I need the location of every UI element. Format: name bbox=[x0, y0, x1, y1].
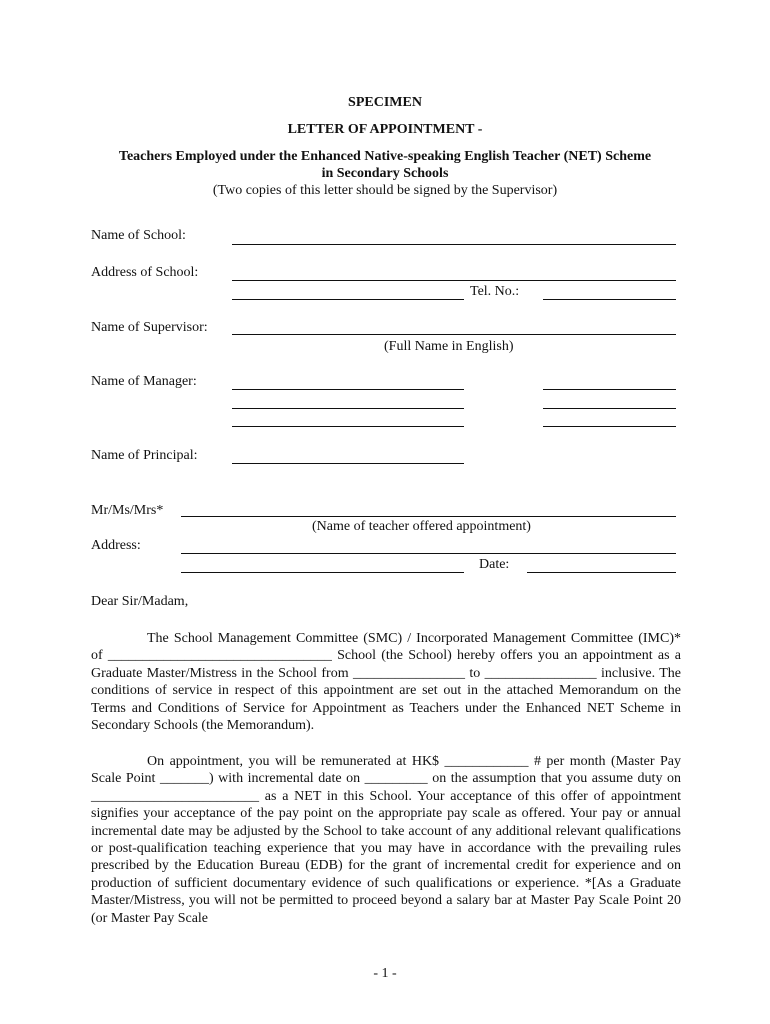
address-of-school-label: Address of School: bbox=[91, 265, 199, 280]
name-of-principal-label: Name of Principal: bbox=[91, 448, 198, 463]
page-number: - 1 - bbox=[373, 966, 397, 981]
manager-field-left-2[interactable] bbox=[232, 408, 464, 409]
date-field[interactable] bbox=[527, 572, 676, 573]
name-of-school-label: Name of School: bbox=[91, 228, 186, 243]
address-label: Address: bbox=[91, 538, 141, 553]
name-of-supervisor-label: Name of Supervisor: bbox=[91, 320, 208, 335]
address-field-1[interactable] bbox=[181, 553, 676, 554]
paragraph-remuneration bbox=[91, 753, 681, 927]
paragraph-remuneration-text: On appointment, you will be remunerated at HK$ ____________ # per month (Master Pay Scale Point _______) with incremental date on _________ on the assumption that you assume duty on ________________________ as a NET in this School. Your acceptance of this offer of appointment signifies your acceptance of the pay point on the appropriate pay scale as offered. Your pay or annual incremental date may be adjusted by the School to take account of any additional relevant qualifications or post-qualification teaching experience that you may have in accordance with the prevailing rules prescribed by the Education Bureau (EDB) for the grant of incremental credit for experience and on production of sufficient documentary evidence of such qualifications or experience. *[As a Graduate Master/Mistress, you will not be permitted to proceed beyond a salary bar at Master Pay Scale Point 20 (or Master Pay Scale bbox=[91, 754, 681, 926]
date-label: Date: bbox=[479, 557, 510, 572]
manager-field-right-3[interactable] bbox=[543, 426, 676, 427]
full-name-hint: (Full Name in English) bbox=[384, 339, 514, 354]
name-of-principal-field[interactable] bbox=[232, 463, 464, 464]
address-of-school-field-2[interactable] bbox=[232, 299, 464, 300]
address-field-2[interactable] bbox=[181, 572, 464, 573]
name-of-manager-label: Name of Manager: bbox=[91, 374, 197, 389]
salutation: Dear Sir/Madam, bbox=[91, 594, 189, 609]
specimen-heading: SPECIMEN bbox=[348, 95, 422, 110]
name-of-supervisor-field[interactable] bbox=[232, 334, 676, 335]
manager-field-left-1[interactable] bbox=[232, 389, 464, 390]
document-title: LETTER OF APPOINTMENT - bbox=[287, 122, 483, 137]
tel-no-label: Tel. No.: bbox=[470, 284, 520, 299]
address-of-school-field-1[interactable] bbox=[232, 280, 676, 281]
name-of-school-field[interactable] bbox=[232, 244, 676, 245]
paragraph-appointment-offer-text: The School Management Committee (SMC) / Incorporated Management Committee (IMC)* of ________________________________ School (the School) hereby offers you an appointment as a Graduate Master/Mistress in the School from ________________ to ________________ inclusive. The conditions of service in respect of this appointment are set out in the attached Memorandum on the Terms and Conditions of Service for Appointment as Teachers under the Enhanced NET Scheme in Secondary Schools (the Memorandum). bbox=[91, 631, 681, 734]
signing-note: (Two copies of this letter should be signed by the Supervisor) bbox=[212, 183, 558, 198]
mr-ms-mrs-label: Mr/Ms/Mrs* bbox=[91, 503, 164, 518]
manager-field-left-3[interactable] bbox=[232, 426, 464, 427]
teacher-name-field[interactable] bbox=[181, 516, 676, 517]
manager-field-right-1[interactable] bbox=[543, 389, 676, 390]
paragraph-appointment-offer bbox=[91, 630, 681, 734]
document-subtitle-line1: Teachers Employed under the Enhanced Native-speaking English Teacher (NET) Scheme bbox=[118, 149, 652, 164]
tel-no-field[interactable] bbox=[543, 299, 676, 300]
manager-field-right-2[interactable] bbox=[543, 408, 676, 409]
teacher-name-hint: (Name of teacher offered appointment) bbox=[312, 519, 531, 534]
document-subtitle-line2: in Secondary Schools bbox=[321, 166, 449, 181]
